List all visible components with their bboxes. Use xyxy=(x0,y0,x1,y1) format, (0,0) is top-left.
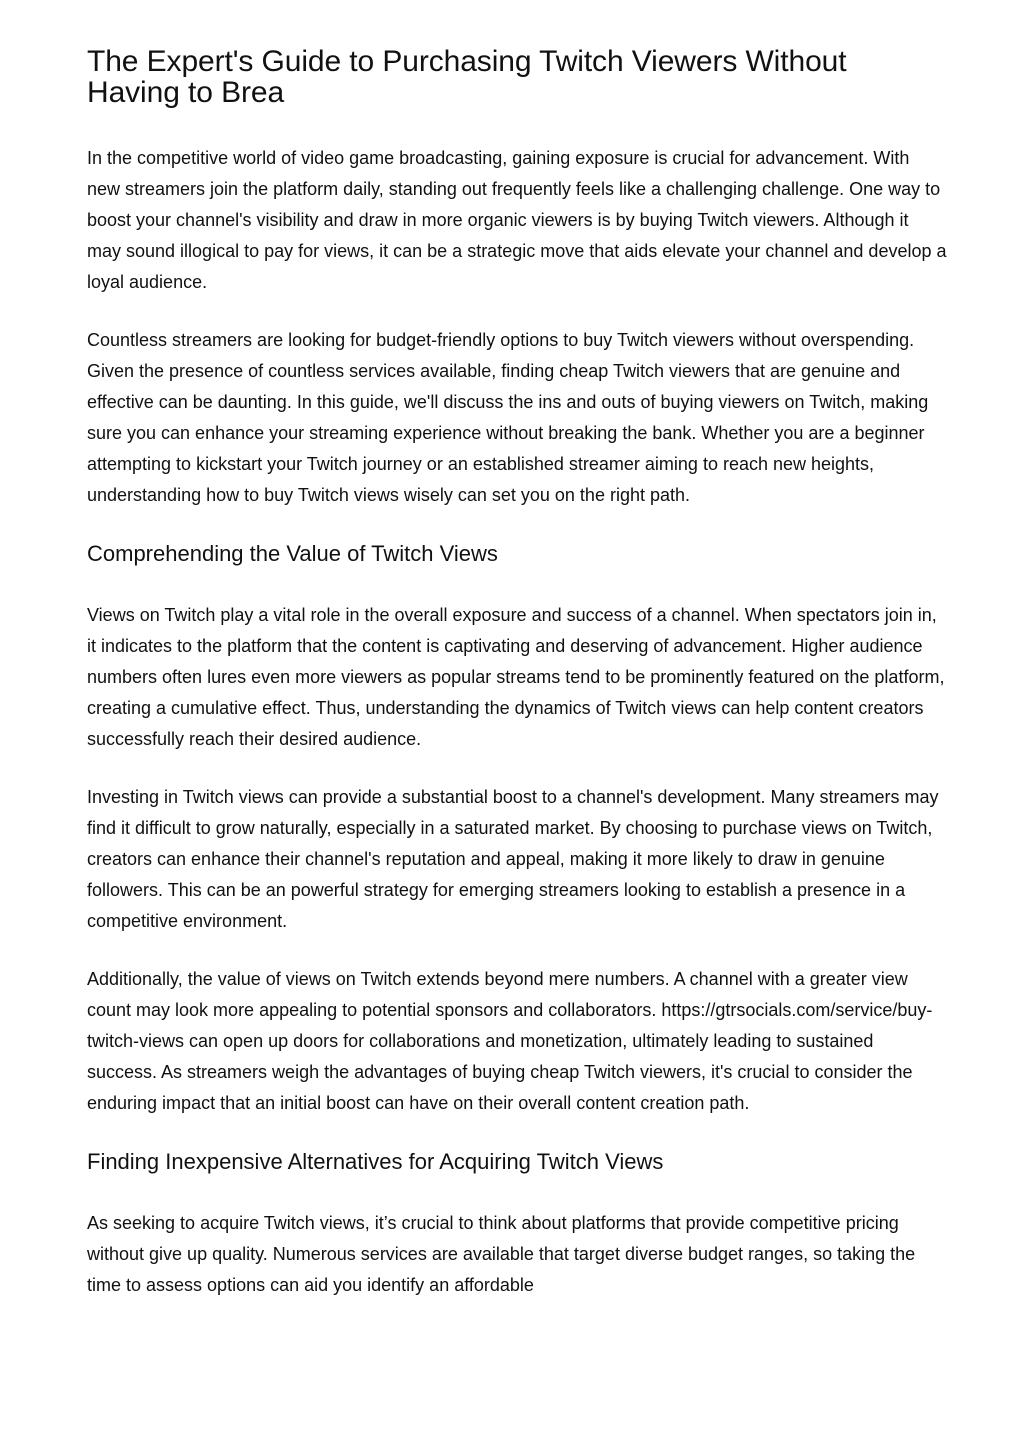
intro-paragraph: In the competitive world of video game broadcasting, gaining exposure is crucial for advancement. With new streamers join the platform daily, standing out frequently feels like a challenging challenge. One way to boost your channel's visibility and draw in more organic viewers is by buying Twitch viewers. Although it may sound illogical to pay for views, it can be a strategic move that aids elevate your channel and develop a loyal audience. xyxy=(87,148,947,292)
intro-paragraph: Countless streamers are looking for budget-friendly options to buy Twitch viewers without overspending. Given the presence of countless services available, finding cheap Twitch viewers that are genuine and effective can be daunting. In this guide, we'll discuss the ins and outs of buying viewers on Twitch, making sure you can enhance your streaming experience without breaking the bank. Whether you are a beginner attempting to kickstart your Twitch journey or an established streamer aiming to reach new heights, understanding how to buy Twitch views wisely can set you on the right path. xyxy=(87,330,929,505)
section-heading: Comprehending the Value of Twitch Views xyxy=(87,541,498,566)
section-heading: Finding Inexpensive Alternatives for Acquiring Twitch Views xyxy=(87,1149,664,1174)
document-title: The Expert's Guide to Purchasing Twitch Viewers Without Having to Brea xyxy=(87,45,847,109)
section-paragraph: As seeking to acquire Twitch views, it’s crucial to think about platforms that provide competitive pricing without give up quality. Numerous services are available that target diverse budget ranges, so taking the time to assess options can aid you identify an affordable xyxy=(87,1213,916,1295)
section-paragraph: Additionally, the value of views on Twitch extends beyond mere numbers. A channel with a greater view count may look more appealing to potential sponsors and collaborators. https://gtrsocials.com/service/buy-twitch-views can open up doors for collaborations and monetization, ultimately leading to sustained success. As streamers weigh the advantages of buying cheap Twitch viewers, it's crucial to consider the enduring impact that an initial boost can have on their overall content creation path. xyxy=(87,969,933,1113)
section-paragraph: Investing in Twitch views can provide a substantial boost to a channel's development. Many streamers may find it difficult to grow naturally, especially in a saturated market. By choosing to purchase views on Twitch, creators can enhance their channel's reputation and appeal, making it more likely to draw in genuine followers. This can be an powerful strategy for emerging streamers looking to establish a presence in a competitive environment. xyxy=(87,787,939,931)
document-page xyxy=(87,46,947,1301)
section-paragraph: Views on Twitch play a vital role in the overall exposure and success of a channel. When spectators join in, it indicates to the platform that the content is captivating and deserving of advancement. Higher audience numbers often lures even more viewers as popular streams tend to be prominently featured on the platform, creating a cumulative effect. Thus, understanding the dynamics of Twitch views can help content creators successfully reach their desired audience. xyxy=(87,605,945,749)
